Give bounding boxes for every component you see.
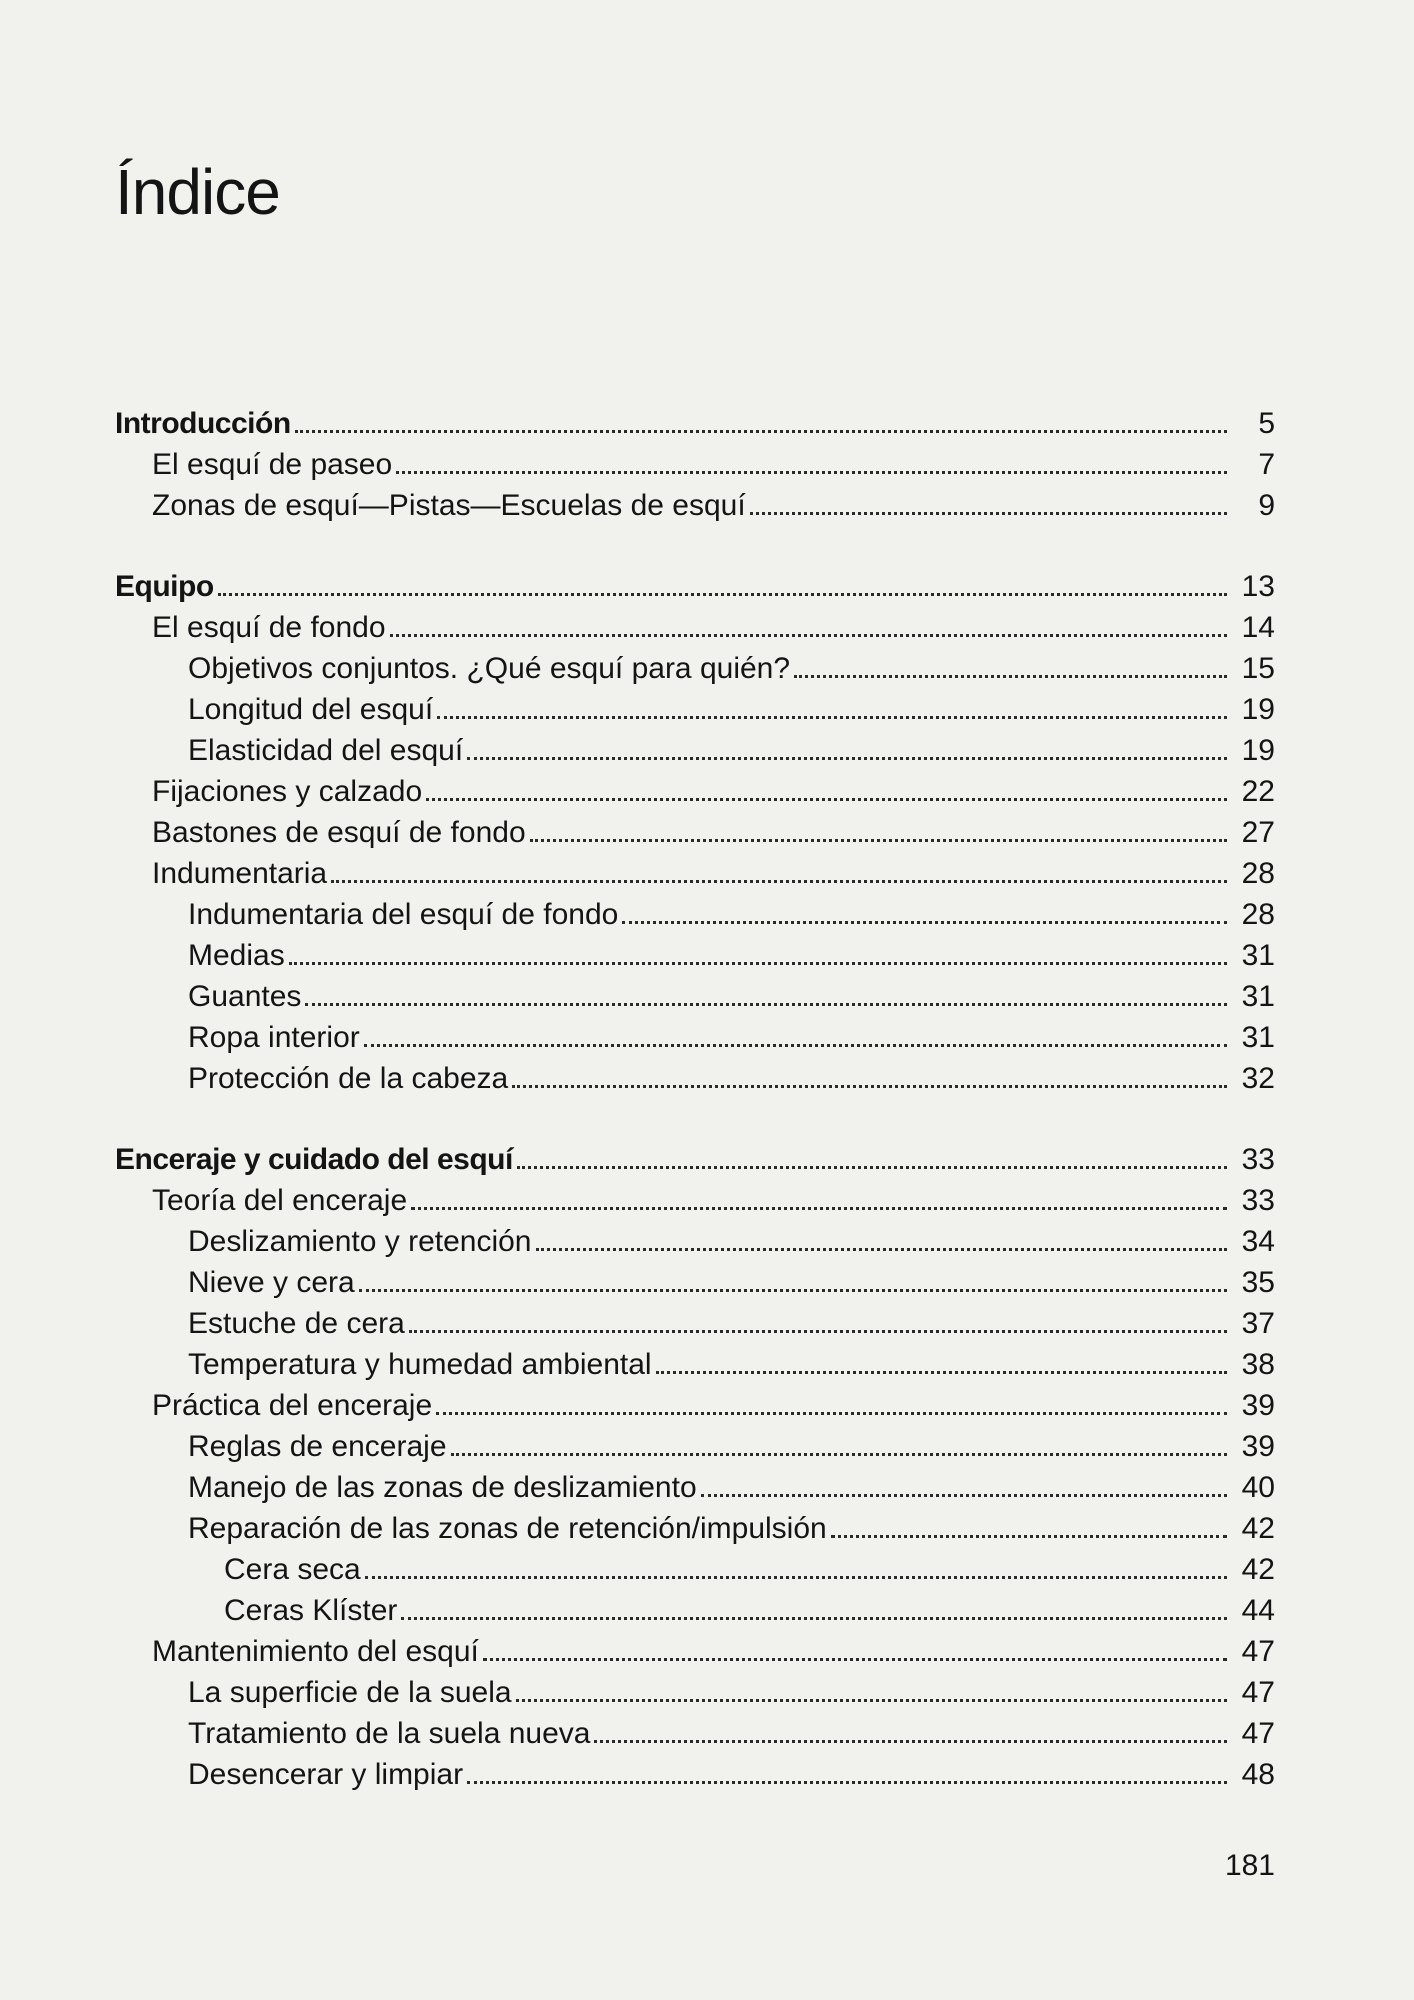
toc-entry-title: Longitud del esquí [188, 693, 434, 726]
dot-leader [396, 471, 1227, 474]
toc-chapter-entry [115, 566, 1275, 607]
toc-entry-title: Medias [188, 939, 285, 972]
dot-leader [295, 430, 1227, 433]
toc-entry-title: Mantenimiento del esquí [152, 1635, 479, 1668]
toc-entry [115, 1508, 1275, 1549]
toc-page-number: 38 [1241, 1348, 1275, 1381]
toc-page-number: 28 [1241, 898, 1275, 931]
toc-entry-title: Guantes [188, 980, 302, 1013]
toc-page-number: 47 [1241, 1676, 1275, 1709]
toc-entry [115, 1385, 1275, 1426]
toc-entry-title: Enceraje y cuidado del esquí [115, 1143, 513, 1176]
toc-entry-title: Protección de la cabeza [188, 1062, 509, 1095]
dot-leader [331, 880, 1227, 883]
dot-leader [622, 921, 1227, 924]
toc-entry [115, 1180, 1275, 1221]
dot-leader [359, 1289, 1227, 1292]
dot-leader [467, 1781, 1227, 1784]
toc-chapter-entry [115, 1139, 1275, 1180]
toc-entry-title: El esquí de fondo [152, 611, 386, 644]
toc-entry [115, 1590, 1275, 1631]
toc-entry-title: Práctica del enceraje [152, 1389, 433, 1422]
dot-leader [656, 1371, 1227, 1374]
toc-entry-title: Tratamiento de la suela nueva [188, 1717, 591, 1750]
toc-entry [115, 648, 1275, 689]
dot-leader [512, 1085, 1227, 1088]
toc-entry-title: Reglas de enceraje [188, 1430, 447, 1463]
toc-entry [115, 1631, 1275, 1672]
toc-entry [115, 976, 1275, 1017]
dot-leader [390, 634, 1227, 637]
dot-leader [364, 1044, 1227, 1047]
dot-leader [831, 1535, 1227, 1538]
page-number: 181 [1224, 1849, 1275, 1882]
toc-chapter-entry [115, 403, 1275, 444]
dot-leader [594, 1740, 1227, 1743]
toc-page-number: 28 [1241, 857, 1275, 890]
toc-page-number: 34 [1241, 1225, 1275, 1258]
toc-entry [115, 1672, 1275, 1713]
dot-leader [530, 839, 1227, 842]
dot-leader [409, 1330, 1227, 1333]
toc-entry-title: Estuche de cera [188, 1307, 405, 1340]
toc-entry [115, 1303, 1275, 1344]
toc-entry-title: La superficie de la suela [188, 1676, 512, 1709]
dot-leader [483, 1658, 1227, 1661]
toc-entry [115, 485, 1275, 526]
dot-leader [218, 593, 1227, 596]
toc-page-number: 33 [1241, 1184, 1275, 1217]
dot-leader [467, 757, 1227, 760]
toc-entry-title: Objetivos conjuntos. ¿Qué esquí para quién? [188, 652, 791, 685]
dot-leader [536, 1248, 1228, 1251]
toc-page-number: 40 [1241, 1471, 1275, 1504]
dot-leader [437, 716, 1227, 719]
toc-entry [115, 1426, 1275, 1467]
toc-entry [115, 894, 1275, 935]
toc-page-number: 39 [1241, 1430, 1275, 1463]
toc-entry [115, 853, 1275, 894]
toc-entry-title: Bastones de esquí de fondo [152, 816, 526, 849]
dot-leader [517, 1166, 1227, 1169]
dot-leader [794, 675, 1227, 678]
toc-page-number: 5 [1258, 407, 1275, 440]
toc-entry-title: Introducción [115, 407, 291, 440]
toc-section [115, 566, 1275, 1099]
toc-page-number: 35 [1241, 1266, 1275, 1299]
toc-entry-title: El esquí de paseo [152, 448, 393, 481]
toc-page-number: 15 [1241, 652, 1275, 685]
toc-entry [115, 1713, 1275, 1754]
toc-page-number: 14 [1241, 611, 1275, 644]
table-of-contents [115, 403, 1275, 1835]
page-title: Índice [115, 156, 280, 228]
toc-entry-title: Deslizamiento y retención [188, 1225, 532, 1258]
toc-section [115, 403, 1275, 526]
toc-entry [115, 1467, 1275, 1508]
toc-page-number: 7 [1258, 448, 1275, 481]
toc-entry-title: Teoría del enceraje [152, 1184, 408, 1217]
toc-entry [115, 689, 1275, 730]
toc-entry [115, 730, 1275, 771]
toc-entry-title: Manejo de las zonas de deslizamiento [188, 1471, 697, 1504]
dot-leader [401, 1617, 1227, 1620]
dot-leader [426, 798, 1227, 801]
toc-page-number: 39 [1241, 1389, 1275, 1422]
toc-page-number: 42 [1241, 1553, 1275, 1586]
toc-entry-title: Cera seca [224, 1553, 361, 1586]
toc-entry [115, 1262, 1275, 1303]
dot-leader [451, 1453, 1227, 1456]
toc-entry-title: Nieve y cera [188, 1266, 355, 1299]
toc-page-number: 31 [1241, 1021, 1275, 1054]
toc-page-number: 33 [1241, 1143, 1275, 1176]
toc-entry [115, 935, 1275, 976]
toc-section [115, 1139, 1275, 1795]
dot-leader [750, 512, 1227, 515]
toc-entry-title: Desencerar y limpiar [188, 1758, 464, 1791]
toc-entry [115, 1221, 1275, 1262]
toc-entry-title: Indumentaria del esquí de fondo [188, 898, 619, 931]
toc-page-number: 13 [1241, 570, 1275, 603]
toc-page-number: 42 [1241, 1512, 1275, 1545]
toc-entry [115, 771, 1275, 812]
toc-entry [115, 444, 1275, 485]
toc-entry [115, 1017, 1275, 1058]
toc-entry [115, 1344, 1275, 1385]
toc-entry [115, 1549, 1275, 1590]
toc-entry-title: Zonas de esquí—Pistas—Escuelas de esquí [152, 489, 746, 522]
dot-leader [411, 1207, 1227, 1210]
toc-page-number: 9 [1258, 489, 1275, 522]
toc-page-number: 22 [1241, 775, 1275, 808]
toc-page-number: 44 [1241, 1594, 1275, 1627]
toc-entry-title: Temperatura y humedad ambiental [188, 1348, 652, 1381]
toc-entry [115, 607, 1275, 648]
toc-page-number: 48 [1241, 1758, 1275, 1791]
toc-entry [115, 1058, 1275, 1099]
toc-page-number: 31 [1241, 939, 1275, 972]
toc-page-number: 32 [1241, 1062, 1275, 1095]
toc-page-number: 27 [1241, 816, 1275, 849]
toc-entry-title: Equipo [115, 570, 214, 603]
toc-entry-title: Indumentaria [152, 857, 328, 890]
toc-page-number: 37 [1241, 1307, 1275, 1340]
toc-page-number: 19 [1241, 693, 1275, 726]
toc-entry-title: Ropa interior [188, 1021, 360, 1054]
dot-leader [516, 1699, 1227, 1702]
toc-page-number: 47 [1241, 1717, 1275, 1750]
toc-entry [115, 1754, 1275, 1795]
toc-entry-title: Reparación de las zonas de retención/impulsión [188, 1512, 827, 1545]
dot-leader [289, 962, 1227, 965]
dot-leader [365, 1576, 1227, 1579]
toc-entry [115, 812, 1275, 853]
toc-page-number: 47 [1241, 1635, 1275, 1668]
dot-leader [701, 1494, 1227, 1497]
toc-page-number: 19 [1241, 734, 1275, 767]
dot-leader [436, 1412, 1227, 1415]
toc-entry-title: Fijaciones y calzado [152, 775, 423, 808]
dot-leader [305, 1003, 1227, 1006]
toc-page-number: 31 [1241, 980, 1275, 1013]
toc-entry-title: Elasticidad del esquí [188, 734, 464, 767]
toc-entry-title: Ceras Klíster [224, 1594, 398, 1627]
